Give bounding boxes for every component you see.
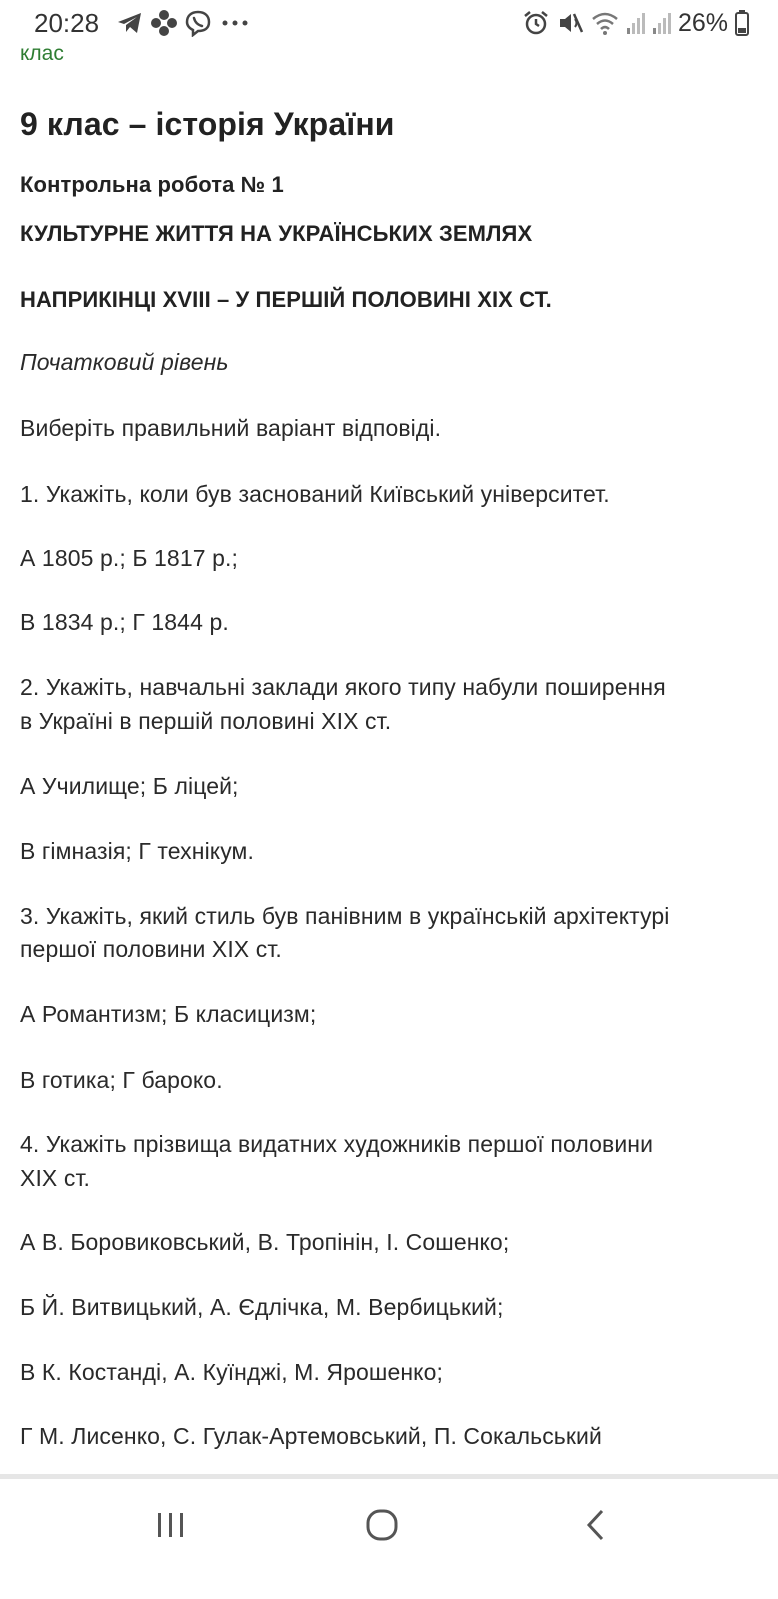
signal-icon — [652, 10, 672, 36]
question-1-option: А 1805 р.; Б 1817 р.; — [20, 545, 238, 571]
wifi-icon — [590, 9, 620, 37]
alarm-icon — [522, 9, 550, 37]
status-bar — [0, 0, 778, 44]
signal-icon — [626, 10, 646, 36]
viber-icon — [184, 9, 212, 37]
status-time: 20:28 — [34, 8, 100, 38]
instruction: Виберіть правильний варіант відповіді. — [20, 415, 442, 441]
question-1-text: 1. Укажіть, коли був заснований Київський університет. — [20, 481, 610, 507]
back-button[interactable] — [566, 1503, 626, 1547]
question-2-text: в Україні в першій половині XIX ст. — [20, 708, 392, 734]
notification-icons — [116, 8, 252, 38]
mute-icon — [556, 9, 584, 37]
battery-icon — [734, 9, 750, 37]
question-4-text: 4. Укажіть прізвища видатних художників першої половини — [20, 1131, 654, 1157]
topic-line-1: КУЛЬТУРНЕ ЖИТТЯ НА УКРАЇНСЬКИХ ЗЕМЛЯХ — [20, 221, 533, 246]
flower-icon — [150, 9, 178, 37]
home-button[interactable] — [352, 1503, 412, 1547]
question-4-option: А В. Боровиковський, В. Тропінін, І. Сошенко; — [20, 1229, 510, 1255]
question-2-text: 2. Укажіть, навчальні заклади якого типу набули поширення — [20, 674, 666, 700]
recent-apps-icon — [155, 1510, 187, 1540]
level-label: Початковий рівень — [20, 349, 229, 375]
question-3-text: 3. Укажіть, який стиль був панівним в українській архітектурі — [20, 903, 670, 929]
question-4-option: Г М. Лисенко, С. Гулак-Артемовський, П. Сокальський — [20, 1423, 602, 1449]
question-4-option: В К. Костанді, А. Куїнджі, М. Ярошенко; — [20, 1359, 443, 1385]
system-indicators — [522, 8, 750, 38]
question-3-option: А Романтизм; Б класицизм; — [20, 1001, 317, 1027]
more-dots-icon — [218, 10, 252, 36]
back-icon — [584, 1508, 608, 1542]
topic-line-2: НАПРИКІНЦІ XVIII – У ПЕРШІЙ ПОЛОВИНІ XIX СТ. — [20, 287, 552, 312]
question-4-text: XIX ст. — [20, 1165, 91, 1191]
question-3-option: В готика; Г бароко. — [20, 1067, 223, 1093]
breadcrumb[interactable]: клас — [20, 42, 64, 65]
question-2-option: В гімназія; Г технікум. — [20, 838, 254, 864]
telegram-icon — [116, 10, 144, 36]
question-4-option: Б Й. Витвицький, А. Єдлічка, М. Вербицький; — [20, 1294, 504, 1320]
home-icon — [365, 1508, 399, 1542]
page-title: 9 клас – історія України — [20, 106, 395, 142]
question-2-option: А Училище; Б ліцей; — [20, 773, 239, 799]
question-1-option: В 1834 р.; Г 1844 р. — [20, 609, 229, 635]
question-3-text: першої половини XIX ст. — [20, 936, 282, 962]
recent-apps-button[interactable] — [141, 1503, 201, 1547]
battery-percent: 26% — [677, 8, 728, 37]
system-nav-bar — [0, 1479, 778, 1599]
test-name: Контрольна робота № 1 — [20, 172, 284, 197]
